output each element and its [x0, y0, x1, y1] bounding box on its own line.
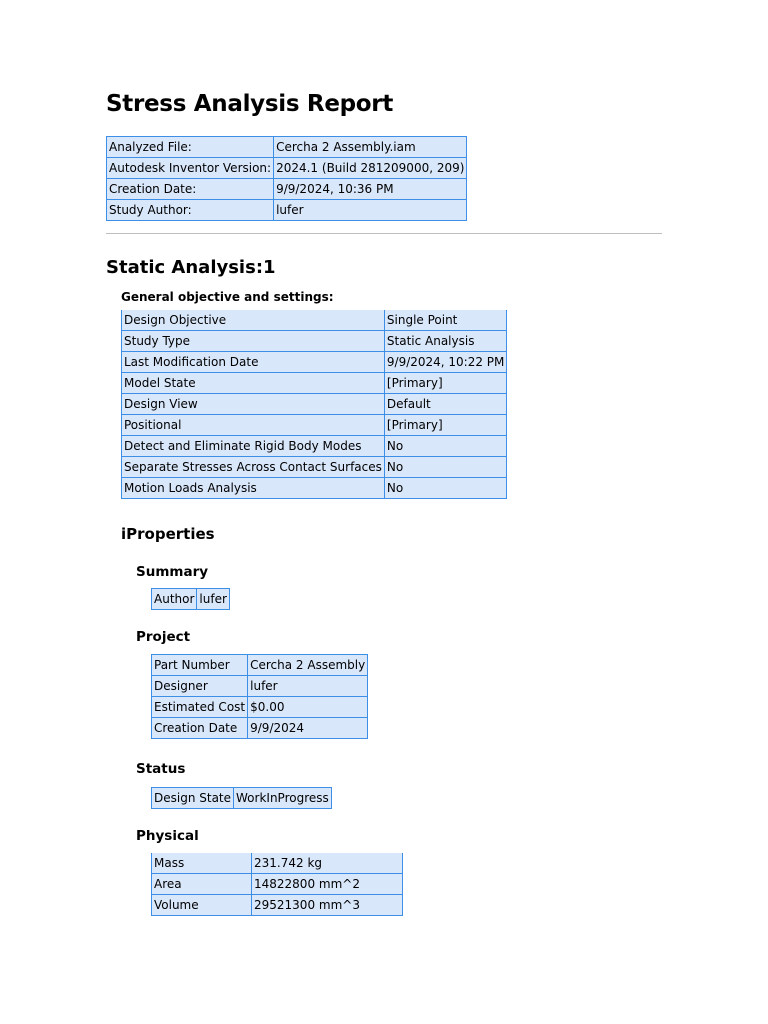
status-table — [151, 787, 332, 809]
table-value: [Primary] — [384, 415, 507, 436]
table-label: Creation Date — [152, 718, 248, 739]
table-row — [122, 331, 507, 352]
table-value: Default — [384, 394, 507, 415]
physical-table — [151, 853, 403, 916]
table-label: Autodesk Inventor Version: — [107, 158, 274, 179]
table-value: No — [384, 478, 507, 499]
table-value: 231.742 kg — [252, 853, 403, 874]
table-row — [107, 158, 467, 179]
physical-heading: Physical — [136, 828, 199, 844]
project-heading: Project — [136, 629, 191, 645]
table-value: lufer — [197, 589, 229, 610]
table-value: 14822800 mm^2 — [252, 874, 403, 895]
table-value: 2024.1 (Build 281209000, 209) — [274, 158, 467, 179]
table-label: Detect and Eliminate Rigid Body Modes — [122, 436, 385, 457]
table-row — [122, 310, 507, 331]
table-row — [122, 352, 507, 373]
table-label: Study Type — [122, 331, 385, 352]
table-value: 29521300 mm^3 — [252, 895, 403, 916]
table-row — [122, 457, 507, 478]
table-value: Single Point — [384, 310, 507, 331]
table-value: $0.00 — [248, 697, 368, 718]
table-row — [152, 788, 332, 809]
general-settings-table — [121, 310, 507, 499]
table-row — [122, 436, 507, 457]
table-value: Static Analysis — [384, 331, 507, 352]
summary-heading: Summary — [136, 564, 209, 580]
table-row — [152, 874, 403, 895]
table-label: Analyzed File: — [107, 137, 274, 158]
table-label: Designer — [152, 676, 248, 697]
table-label: Design Objective — [122, 310, 385, 331]
table-value: No — [384, 436, 507, 457]
table-label: Study Author: — [107, 200, 274, 221]
table-row — [152, 895, 403, 916]
table-row — [107, 200, 467, 221]
table-value: Cercha 2 Assembly.iam — [274, 137, 467, 158]
table-label: Part Number — [152, 655, 248, 676]
table-label: Motion Loads Analysis — [122, 478, 385, 499]
table-row — [122, 394, 507, 415]
section-title: Static Analysis:1 — [106, 257, 276, 278]
project-table — [151, 654, 368, 739]
table-label: Area — [152, 874, 252, 895]
table-value: 9/9/2024, 10:22 PM — [384, 352, 507, 373]
table-row — [152, 853, 403, 874]
file-info-table — [106, 136, 467, 221]
status-heading: Status — [136, 761, 186, 777]
table-row — [107, 137, 467, 158]
table-label: Creation Date: — [107, 179, 274, 200]
summary-table — [151, 588, 230, 610]
table-value: 9/9/2024, 10:36 PM — [274, 179, 467, 200]
table-row — [122, 373, 507, 394]
table-value: lufer — [248, 676, 368, 697]
table-label: Author — [152, 589, 197, 610]
table-row — [152, 697, 368, 718]
table-row — [152, 676, 368, 697]
iproperties-heading: iProperties — [121, 525, 215, 543]
table-label: Volume — [152, 895, 252, 916]
general-settings-heading: General objective and settings: — [121, 290, 334, 304]
table-value: No — [384, 457, 507, 478]
table-value: lufer — [274, 200, 467, 221]
table-row — [152, 655, 368, 676]
table-label: Model State — [122, 373, 385, 394]
table-label: Positional — [122, 415, 385, 436]
table-row — [122, 478, 507, 499]
table-row — [122, 415, 507, 436]
table-label: Design State — [152, 788, 234, 809]
table-label: Mass — [152, 853, 252, 874]
section-divider — [106, 233, 662, 234]
table-row — [152, 589, 230, 610]
table-value: [Primary] — [384, 373, 507, 394]
table-label: Separate Stresses Across Contact Surfaces — [122, 457, 385, 478]
table-value: 9/9/2024 — [248, 718, 368, 739]
table-label: Design View — [122, 394, 385, 415]
table-label: Last Modification Date — [122, 352, 385, 373]
report-title: Stress Analysis Report — [106, 91, 394, 117]
table-value: Cercha 2 Assembly — [248, 655, 368, 676]
table-label: Estimated Cost — [152, 697, 248, 718]
table-value: WorkInProgress — [234, 788, 332, 809]
table-row — [107, 179, 467, 200]
table-row — [152, 718, 368, 739]
